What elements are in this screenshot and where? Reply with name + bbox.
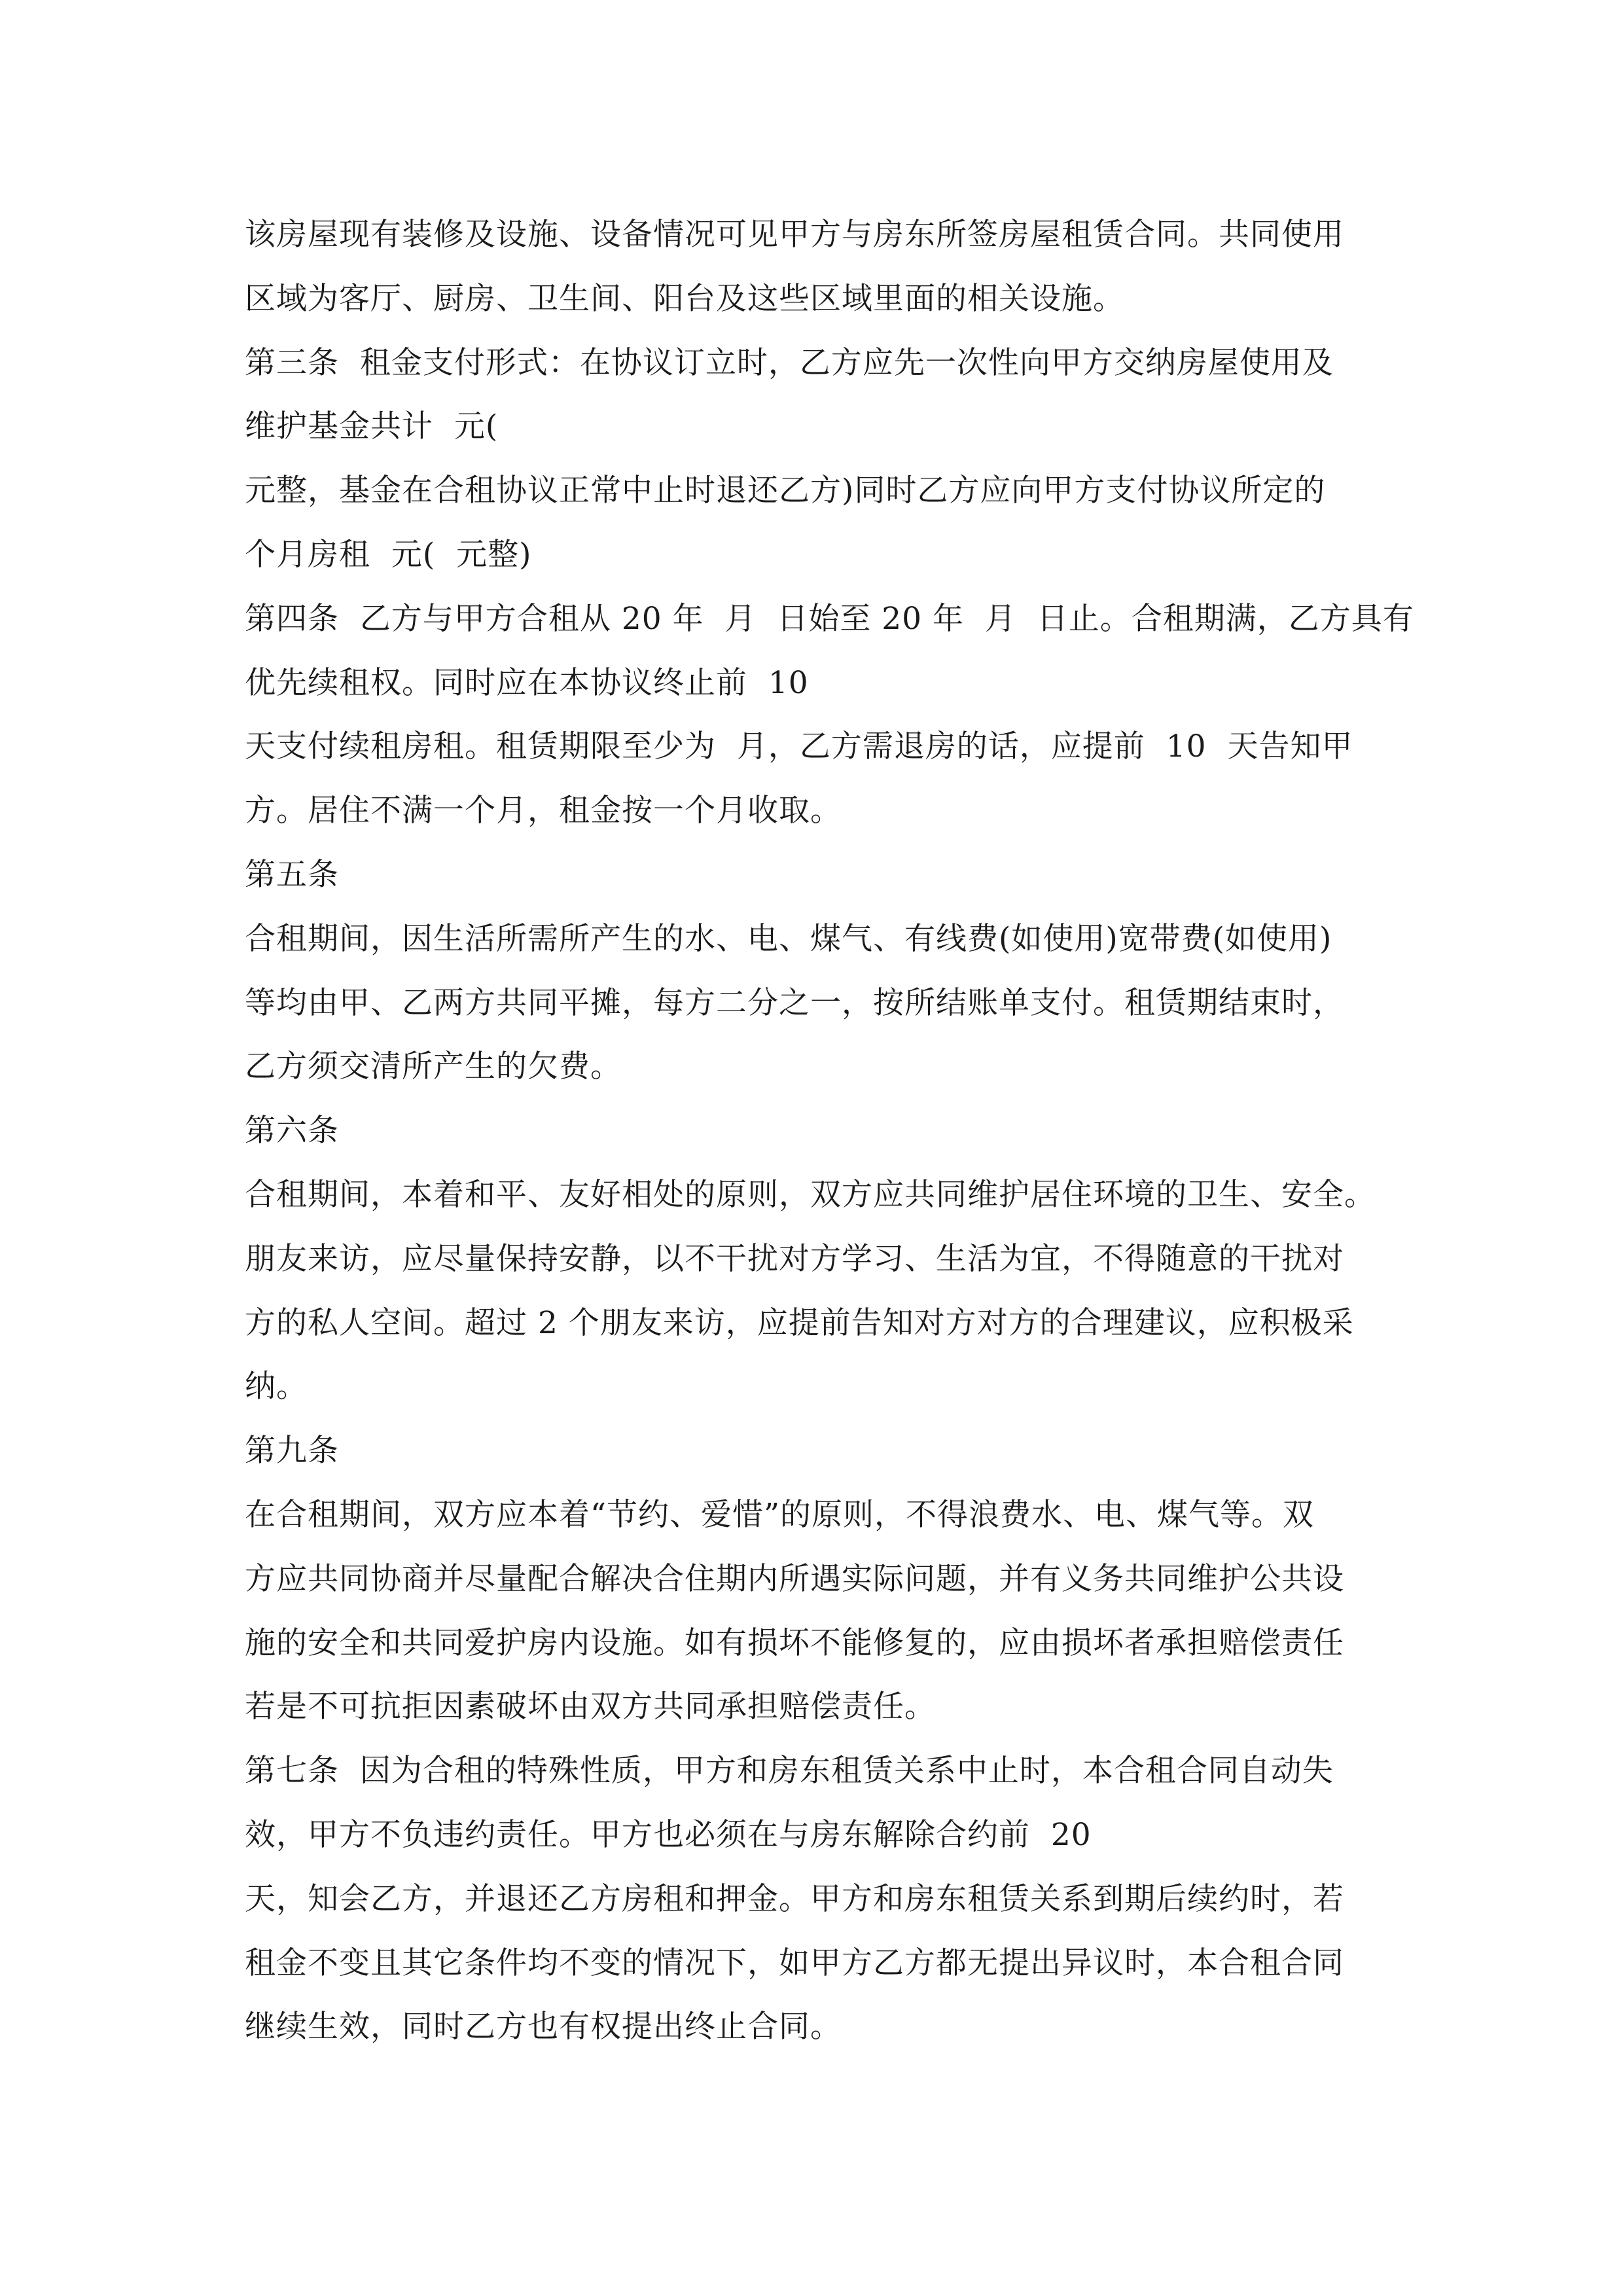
text-line: 效，甲方不负违约责任。甲方也必须在与房东解除合约前 20 [245,1816,1092,1853]
text-line: 租金不变且其它条件均不变的情况下，如甲方乙方都无提出异议时，本合租合同 [245,1945,1344,1981]
text-line: 合租期间，因生活所需所产生的水、电、煤气、有线费(如使用)宽带费(如使用) [245,920,1332,957]
text-line: 方。居住不满一个月，租金按一个月收取。 [245,793,842,829]
section-heading: 第五条 [245,856,339,893]
text-line: 等均由甲、乙两方共同平摊，每方二分之一，按所结账单支付。租赁期结束时， [245,984,1344,1021]
text-line: 在合租期间，双方应本着“节约、爱惜”的原则，不得浪费水、电、煤气等。双 [245,1496,1315,1533]
text-line: 优先续租权。同时应在本协议终止前 10 [245,664,809,701]
text-line: 施的安全和共同爱护房内设施。如有损坏不能修复的，应由损坏者承担赔偿责任 [245,1624,1344,1661]
text-line: 朋友来访，应尽量保持安静，以不干扰对方学习、生活为宜，不得随意的干扰对 [245,1240,1344,1277]
section-heading: 第六条 [245,1113,339,1149]
text-line: 若是不可抗拒因素破坏由双方共同承担赔偿责任。 [245,1689,936,1725]
document-body [245,203,1414,2059]
text-line: 第三条 租金支付形式：在协议订立时，乙方应先一次性向甲方交纳房屋使用及 [245,344,1334,381]
text-line: 方应共同协商并尽量配合解决合住期内所遇实际问题，并有义务共同维护公共设 [245,1560,1344,1597]
text-line: 方的私人空间。超过 2 个朋友来访，应提前告知对方对方的合理建议，应积极采 [245,1304,1354,1341]
text-line: 第七条 因为合租的特殊性质，甲方和房东租赁关系中止时，本合租合同自动失 [245,1753,1334,1789]
text-line: 天，知会乙方，并退还乙方房租和押金。甲方和房东租赁关系到期后续约时，若 [245,1880,1344,1917]
text-line: 继续生效，同时乙方也有权提出终止合同。 [245,2009,842,2045]
text-line: 天支付续租房租。租赁期限至少为 月，乙方需退房的话，应提前 10 天告知甲 [245,728,1353,765]
text-line: 该房屋现有装修及设施、设备情况可见甲方与房东所签房屋租赁合同。共同使用 [245,217,1344,253]
text-line: 区域为客厅、厨房、卫生间、阳台及这些区域里面的相关设施。 [245,280,1124,317]
text-line: 元整，基金在合租协议正常中止时退还乙方)同时乙方应向甲方支付协议所定的 [245,473,1326,509]
text-line: 维护基金共计 元( [245,408,499,445]
text-line: 合租期间，本着和平、友好相处的原则，双方应共同维护居住环境的卫生、安全。 [245,1176,1376,1213]
text-line: 第四条 乙方与甲方合租从 20 年 月 日始至 20 年 月 日止。合租期满，乙方具有 [245,600,1414,637]
text-line: 纳。 [245,1369,308,1405]
section-heading: 第九条 [245,1433,339,1469]
text-line: 乙方须交清所产生的欠费。 [245,1049,622,1085]
text-line: 个月房租 元( 元整) [245,536,532,573]
